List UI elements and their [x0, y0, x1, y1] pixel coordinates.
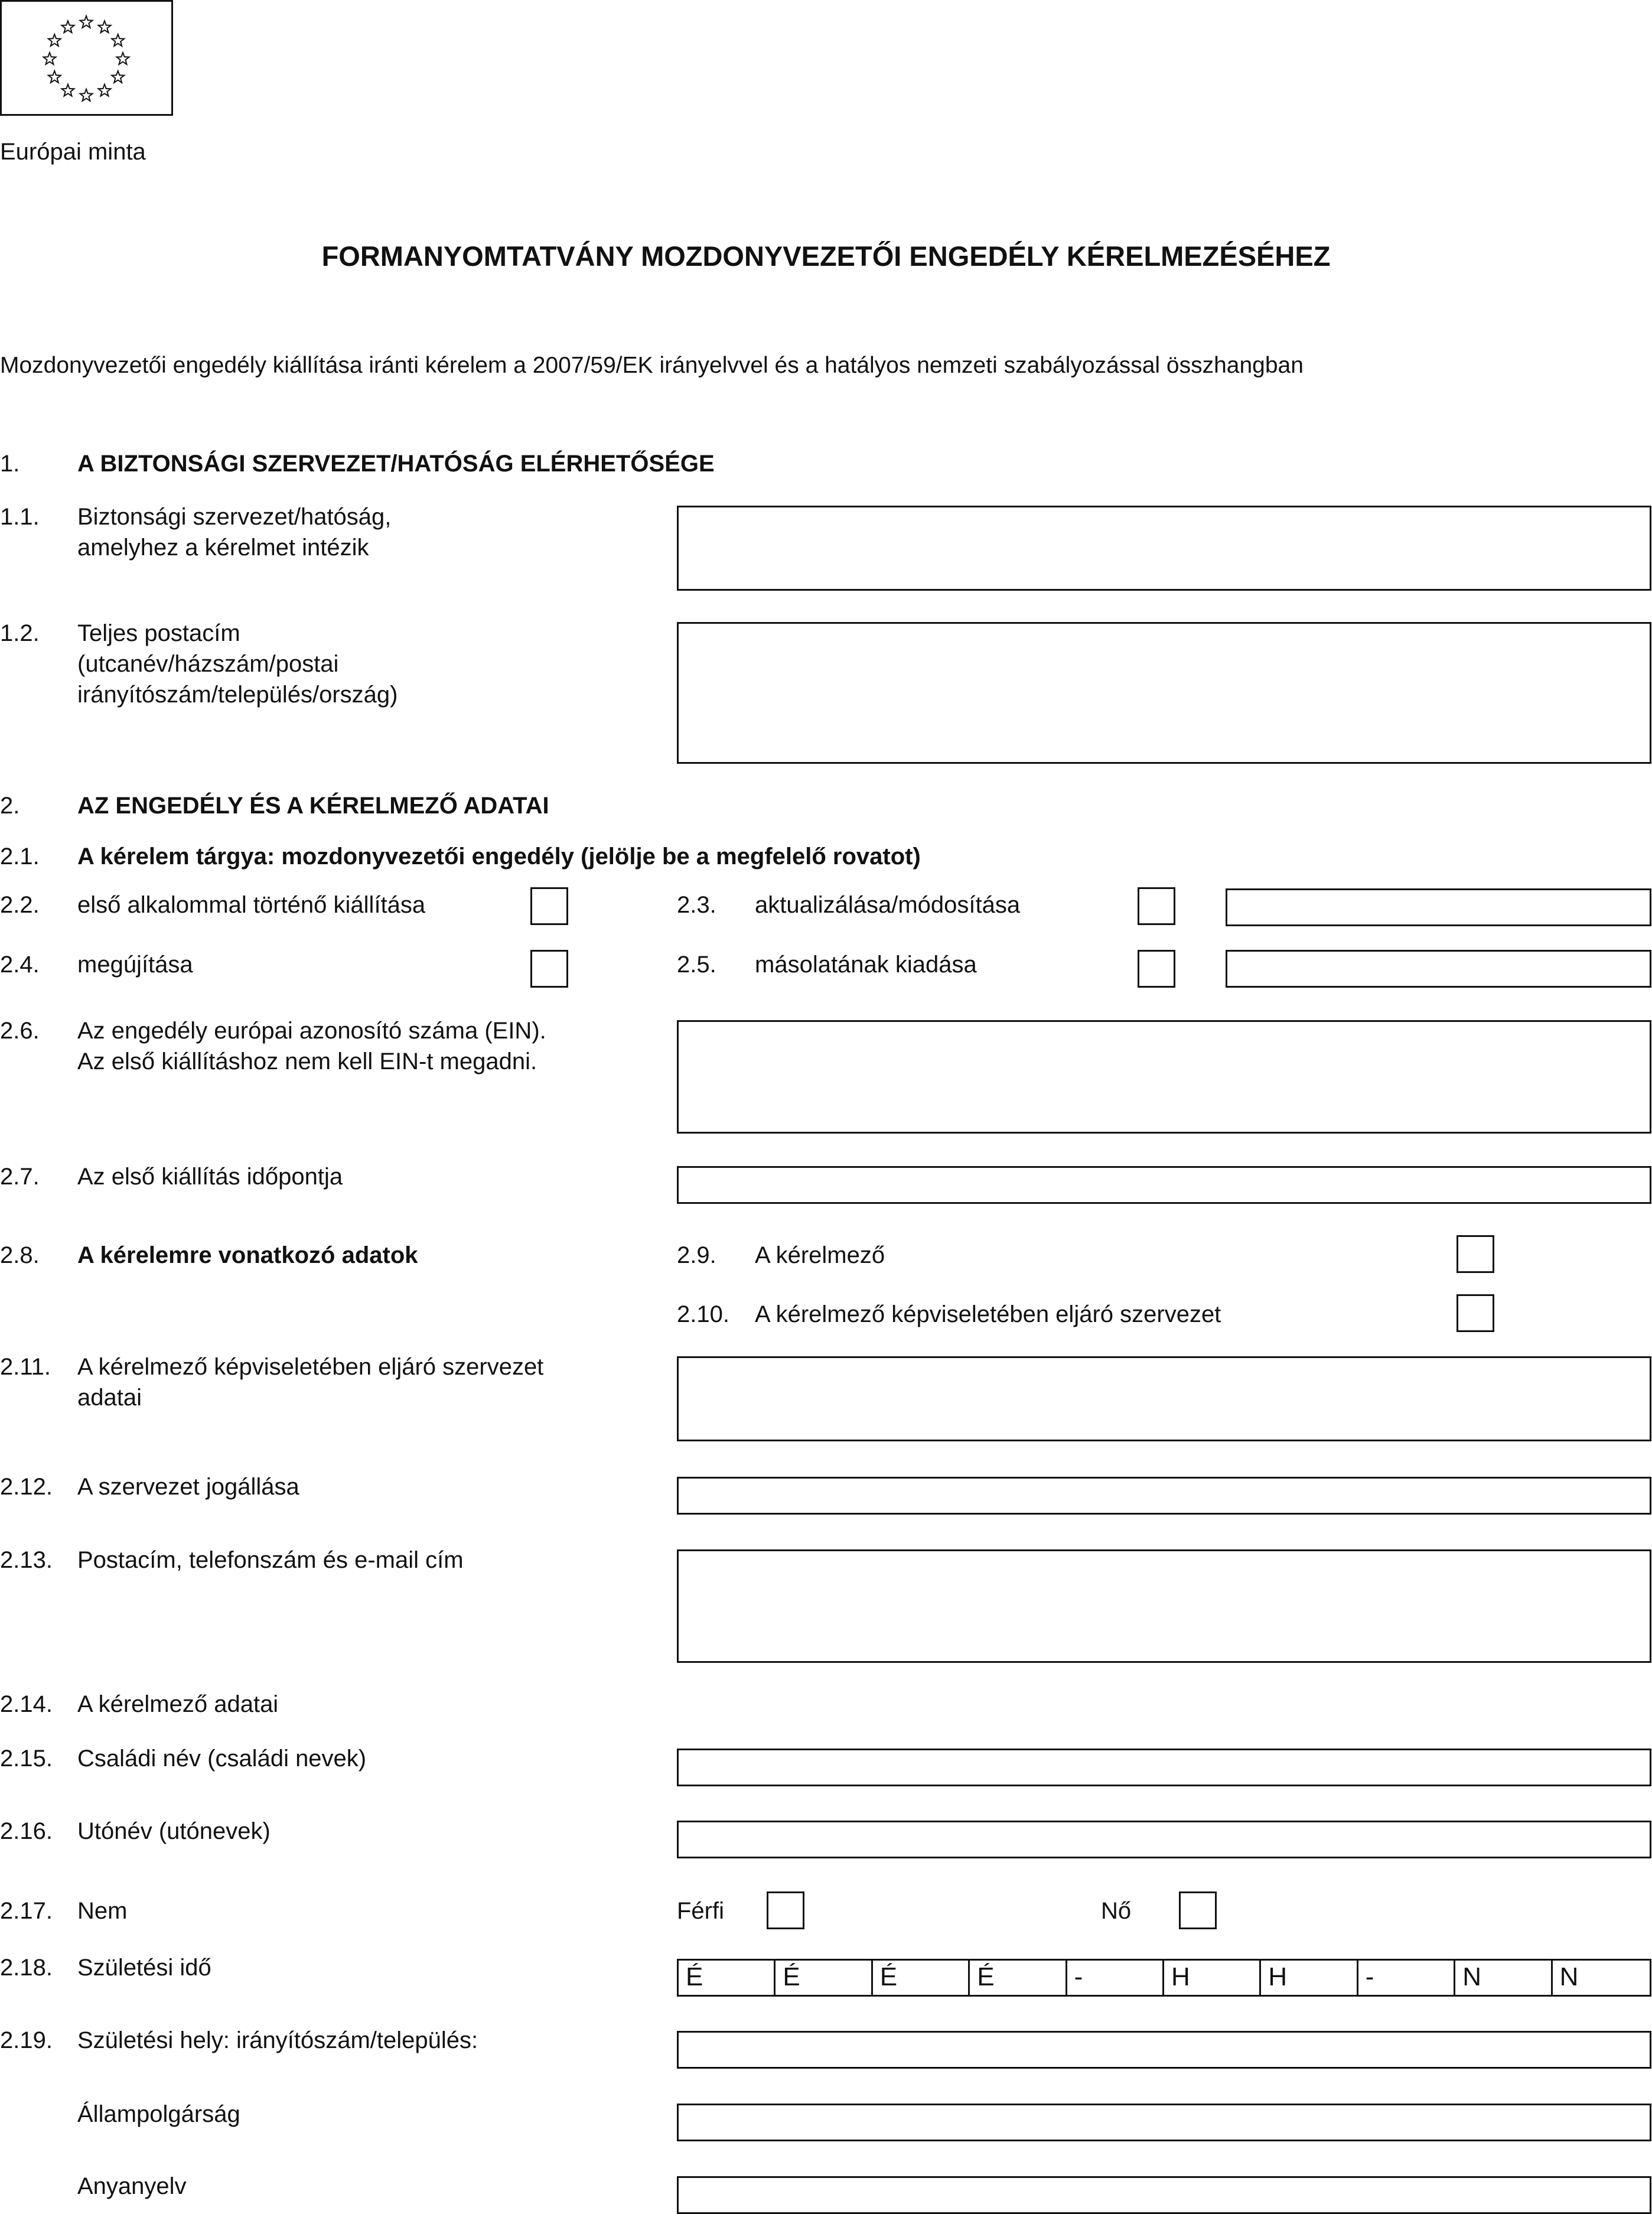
- item-2-6-number: 2.6.: [0, 1018, 40, 1044]
- birth-date-label: Születési idő: [77, 1955, 211, 1981]
- eu-star-icon: [99, 84, 111, 96]
- applicant-label: A kérelmező: [755, 1242, 885, 1268]
- item-2-14-number: 2.14.: [0, 1691, 53, 1717]
- update-checkbox[interactable]: [1138, 887, 1175, 925]
- first-issue-checkbox[interactable]: [530, 887, 568, 925]
- item-2-2-number: 2.2.: [0, 892, 40, 918]
- male-label: Férfi: [677, 1898, 724, 1924]
- birth-date-cell[interactable]: -: [1358, 1961, 1455, 1995]
- renewal-label: megújítása: [77, 952, 193, 978]
- item-2-17-number: 2.17.: [0, 1898, 53, 1924]
- item-1-2-label-line3: irányítószám/település/ország): [77, 682, 398, 708]
- given-name-label: Utónév (utónevek): [77, 1818, 271, 1844]
- postal-address-field[interactable]: [677, 622, 1651, 764]
- legal-status-label: A szervezet jogállása: [77, 1474, 299, 1500]
- item-2-13-number: 2.13.: [0, 1547, 53, 1573]
- birth-date-field[interactable]: [677, 1959, 1651, 1997]
- item-2-11-number: 2.11.: [0, 1354, 51, 1380]
- ein-field[interactable]: [677, 1020, 1651, 1134]
- renewal-checkbox[interactable]: [530, 950, 568, 988]
- item-2-8-number: 2.8.: [0, 1242, 40, 1268]
- eu-star-icon: [44, 53, 56, 64]
- representative-data-field[interactable]: [677, 1356, 1651, 1441]
- birth-date-cell[interactable]: H: [1164, 1961, 1261, 1995]
- item-2-18-number: 2.18.: [0, 1955, 53, 1981]
- section-1-number: 1.: [0, 451, 20, 477]
- item-1-2-label-line2: (utcanév/házszám/postai: [77, 651, 339, 677]
- section-2-number: 2.: [0, 793, 20, 819]
- sex-label: Nem: [77, 1898, 128, 1924]
- eu-star-icon: [80, 16, 93, 28]
- mother-tongue-field[interactable]: [677, 2176, 1651, 2214]
- representative-org-label: A kérelmező képviseletében eljáró szervezet: [755, 1301, 1221, 1327]
- item-1-2-label-line1: Teljes postacím: [77, 620, 240, 646]
- item-2-19-number: 2.19.: [0, 2027, 53, 2053]
- eu-star-icon: [112, 71, 124, 83]
- eu-star-icon: [80, 89, 93, 101]
- eu-star-icon: [62, 84, 74, 96]
- contact-label: Postacím, telefonszám és e-mail cím: [77, 1547, 464, 1573]
- mother-tongue-label: Anyanyelv: [77, 2173, 187, 2199]
- applicant-checkbox[interactable]: [1457, 1235, 1494, 1273]
- contact-field[interactable]: [677, 1549, 1651, 1663]
- item-1-1-label-line1: Biztonsági szervezet/hatóság,: [77, 504, 392, 530]
- request-subject-label: A kérelem tárgya: mozdonyvezetői engedély (jelölje be a megfelelő rovatot): [77, 844, 921, 870]
- eu-star-icon: [117, 53, 129, 64]
- female-checkbox[interactable]: [1179, 1891, 1217, 1929]
- item-2-3-number: 2.3.: [677, 892, 716, 918]
- update-details-field[interactable]: [1226, 888, 1651, 926]
- duplicate-label: másolatának kiadása: [755, 952, 977, 978]
- item-2-15-number: 2.15.: [0, 1746, 53, 1772]
- item-1-1-number: 1.1.: [0, 504, 40, 530]
- update-label: aktualizálása/módosítása: [755, 892, 1021, 918]
- duplicate-details-field[interactable]: [1226, 950, 1651, 988]
- first-issue-date-label: Az első kiállítás időpontja: [77, 1164, 343, 1190]
- form-subtitle: Mozdonyvezetői engedély kiállítása iránti kérelem a 2007/59/EK irányelvvel és a hatályos nemzeti szabályozással összhangban: [0, 353, 1304, 378]
- birth-place-label: Születési hely: irányítószám/település:: [77, 2027, 478, 2053]
- eu-star-icon: [112, 34, 124, 46]
- authority-field[interactable]: [677, 506, 1651, 591]
- request-data-label: A kérelemre vonatkozó adatok: [77, 1242, 418, 1268]
- duplicate-checkbox[interactable]: [1138, 950, 1175, 988]
- birth-date-cell[interactable]: -: [1067, 1961, 1164, 1995]
- form-title: FORMANYOMTATVÁNY MOZDONYVEZETŐI ENGEDÉLY KÉRELMEZÉSÉHEZ: [321, 240, 1331, 272]
- eu-stars-icon: [2, 2, 171, 114]
- birth-date-cell[interactable]: É: [679, 1961, 776, 1995]
- birth-date-cell[interactable]: É: [970, 1961, 1067, 1995]
- family-name-field[interactable]: [677, 1749, 1651, 1786]
- birth-place-field[interactable]: [677, 2031, 1651, 2069]
- eu-star-icon: [48, 71, 61, 83]
- item-2-1-number: 2.1.: [0, 844, 40, 870]
- female-label: Nő: [1101, 1898, 1132, 1924]
- section-1-title: A BIZTONSÁGI SZERVEZET/HATÓSÁG ELÉRHETŐSÉGE: [77, 451, 715, 477]
- first-issue-date-field[interactable]: [677, 1166, 1651, 1204]
- item-2-5-number: 2.5.: [677, 952, 716, 978]
- item-2-10-number: 2.10.: [677, 1301, 729, 1327]
- birth-date-cell[interactable]: N: [1559, 1962, 1579, 1991]
- birth-date-cell[interactable]: É: [873, 1961, 970, 1995]
- item-2-16-number: 2.16.: [0, 1818, 53, 1844]
- ein-label-line1: Az engedély európai azonosító száma (EIN).: [77, 1018, 546, 1044]
- eu-star-icon: [48, 34, 61, 46]
- citizenship-field[interactable]: [677, 2104, 1651, 2141]
- representative-data-label-line1: A kérelmező képviseletében eljáró szervezet: [77, 1354, 544, 1380]
- representative-org-checkbox[interactable]: [1457, 1294, 1494, 1332]
- item-2-4-number: 2.4.: [0, 952, 40, 978]
- section-2-title: AZ ENGEDÉLY ÉS A KÉRELMEZŐ ADATAI: [77, 793, 549, 819]
- eu-emblem: [0, 0, 173, 116]
- item-2-9-number: 2.9.: [677, 1242, 716, 1268]
- family-name-label: Családi név (családi nevek): [77, 1746, 367, 1772]
- applicant-data-label: A kérelmező adatai: [77, 1691, 279, 1717]
- given-name-field[interactable]: [677, 1821, 1651, 1858]
- item-2-7-number: 2.7.: [0, 1164, 40, 1190]
- citizenship-label: Állampolgárság: [77, 2101, 240, 2127]
- legal-status-field[interactable]: [677, 1477, 1651, 1515]
- item-1-2-number: 1.2.: [0, 620, 40, 646]
- eu-star-icon: [99, 21, 111, 32]
- birth-date-cell[interactable]: N: [1455, 1961, 1552, 1995]
- birth-date-cell[interactable]: É: [776, 1961, 872, 1995]
- item-2-12-number: 2.12.: [0, 1474, 53, 1500]
- male-checkbox[interactable]: [767, 1891, 804, 1929]
- ein-label-line2: Az első kiállításhoz nem kell EIN-t megadni.: [77, 1049, 537, 1075]
- representative-data-label-line2: adatai: [77, 1385, 142, 1411]
- first-issue-label: első alkalommal történő kiállítása: [77, 892, 426, 918]
- birth-date-cell[interactable]: H: [1261, 1961, 1358, 1995]
- eu-star-icon: [62, 21, 74, 32]
- emblem-caption: Európai minta: [0, 139, 146, 165]
- item-1-1-label-line2: amelyhez a kérelmet intézik: [77, 535, 369, 561]
